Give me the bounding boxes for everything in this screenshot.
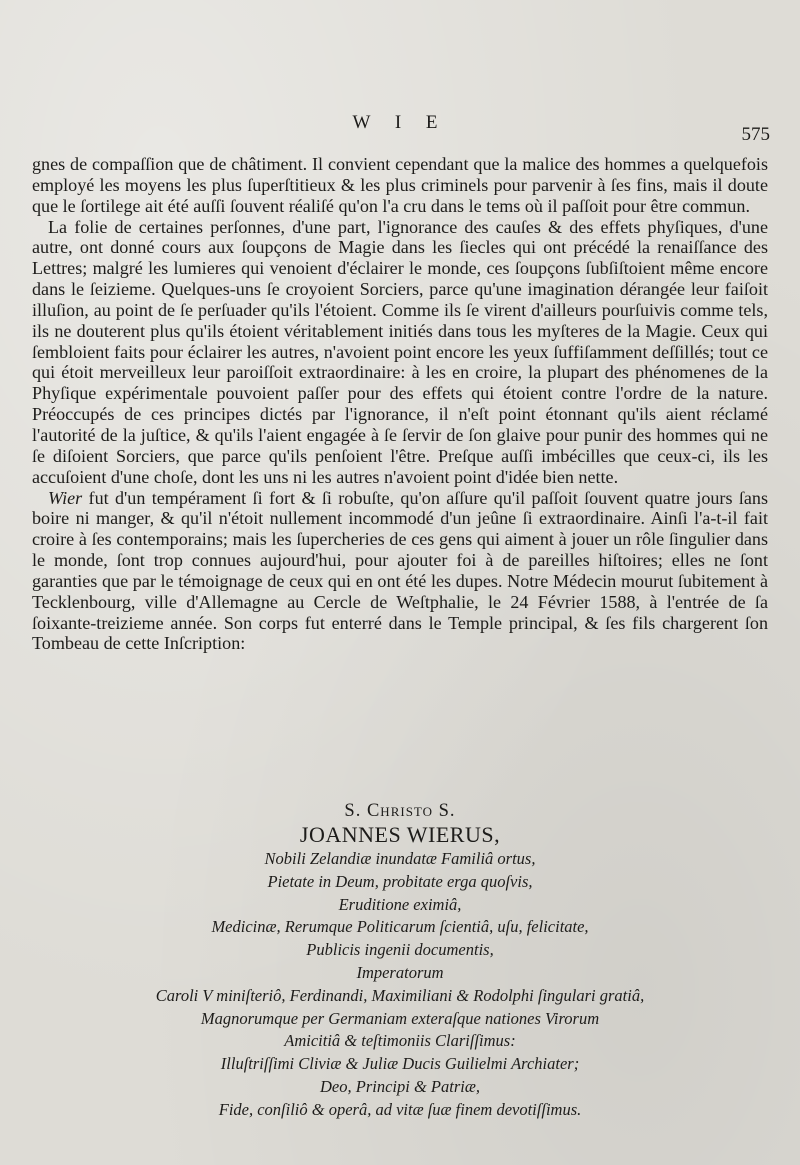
page-header: [30, 112, 770, 145]
inscription-line-11: Deo, Principi & Patriæ,: [320, 1076, 480, 1096]
paragraph-2-text: La folie de certaines perſonnes, d'une part, l'ignorance des cauſes & des effets phyſiques, d'une autre, ont donné cours aux ſoupçons de Magie dans les ſiecles qui ont précédé la renaiſſance des Lettres; malgré les lumieres qui venoient d'éclairer le monde, ces ſoupçons ſubſiſtoient même encore dans le ſeizieme. Quelques-uns ſe croyoient Sorciers, parce qu'une imagination dérangée leur faiſoit illuſion, au point de ſe perſuader qu'ils l'étoient. Comme ils ſe virent d'ailleurs pourſuivis comme tels, ils ne douterent plus qu'ils étoient véritablement initiés dans tous les myſteres de la Magie. Ceux qui ſembloient faits pour éclairer les autres, n'avoient point encore les yeux ſuffiſamment deſſillés; tout ce qui étoit merveilleux leur paroiſſoit extraordinaire: à les en croire, la plupart des phénomenes de la Phyſique expérimentale pouvoient paſſer pour des effets qui étoient contre l'ordre de la nature. Préoccupés de ces principes dictés par l'ignorance, il n'eſt point étonnant qu'ils aient réclamé l'autorité de la juſtice, & qu'ils l'aient engagée à ſe ſervir de ſon glaive pour punir des hommes qui ne ſe diſoient Sorciers, que parce qu'ils penſoient l'être. Preſque auſſi imbécilles que ceux-ci, ils les accuſoient d'une choſe, dont les uns ni les autres n'avoient point d'idée bien nette.: [32, 216, 768, 487]
inscription-line-1: Nobili Zelandiæ inundatæ Familiâ ortus,: [264, 849, 536, 868]
paragraph-3: [32, 488, 768, 655]
inscription-line-7: Caroli V miniſteriô, Ferdinandi, Maximiliani & Rodolphi ſingulari gratiâ,: [155, 985, 645, 1005]
tomb-inscription: [30, 800, 770, 1122]
paragraph-3-lead-name: Wier: [48, 487, 83, 508]
inscription-title: S. Christo S.: [344, 801, 456, 821]
inscription-name: JOANNES WIERUS,: [299, 822, 501, 847]
inscription-line-3: Eruditione eximiâ,: [338, 894, 462, 914]
inscription-line-9: Amicitiâ & teſtimoniis Clariſſimus:: [284, 1031, 516, 1051]
inscription-line-6: Imperatorum: [356, 962, 444, 982]
paragraph-1-text: gnes de compaſſion que de châtiment. Il convient cependant que la malice des hommes a quelquefois employé les moyens les plus ſuperſtitieux & les plus criminels pour parvenir à ſes fins, mais il doute que le ſortilege ait été auſſi ſouvent réaliſé qu'on l'a cru dans le tems où il paſſoit pour être commun.: [32, 154, 768, 216]
inscription-line-2: Pietate in Deum, probitate erga quoſvis,: [267, 871, 533, 891]
body-text: [32, 154, 768, 654]
paragraph-2: [32, 217, 768, 488]
paragraph-3-text: fut d'un tempérament ſi fort & ſi robuſte, qu'on aſſure qu'il paſſoit ſouvent quatre jours ſans boire ni manger, & qu'il n'étoit nullement incommodé d'un jeûne ſi extraordinaire. Ainſi l'a-t-il fait croire à ſes contemporains; mais les ſupercheries de ces gens qui aiment à jouer un rôle ſingulier dans le monde, ſont trop connues aujourd'hui, pour ajouter foi à de pareilles hiſtoires; elles ne ſont garanties que par le témoignage de ceux qui en ont été les dupes. Notre Médecin mourut ſubitement à Tecklenbourg, ville d'Allemagne au Cercle de Weſtphalie, le 24 Février 1588, à l'entrée de ſa ſoixante-treizieme année. Son corps fut enterré dans le Temple principal, & ſes fils chargerent ſon Tombeau de cette Inſcription:: [32, 487, 768, 654]
paragraph-1: [32, 154, 768, 217]
inscription-line-5: Publicis ingenii documentis,: [306, 940, 494, 960]
inscription-line-8: Magnorumque per Germaniam exteraſque nationes Virorum: [200, 1008, 600, 1028]
inscription-line-12: Fide, conſiliô & operâ, ad vitæ ſuæ finem devotiſſimus.: [218, 1099, 582, 1119]
running-head: W I E: [352, 112, 448, 133]
inscription-line-10: Illuſtriſſimi Cliviæ & Juliæ Ducis Guilielmi Archiater;: [220, 1054, 580, 1074]
page-number: 575: [741, 124, 770, 145]
inscription-line-4: Medicinæ, Rerumque Politicarum ſcientiâ, uſu, felicitate,: [211, 917, 589, 937]
